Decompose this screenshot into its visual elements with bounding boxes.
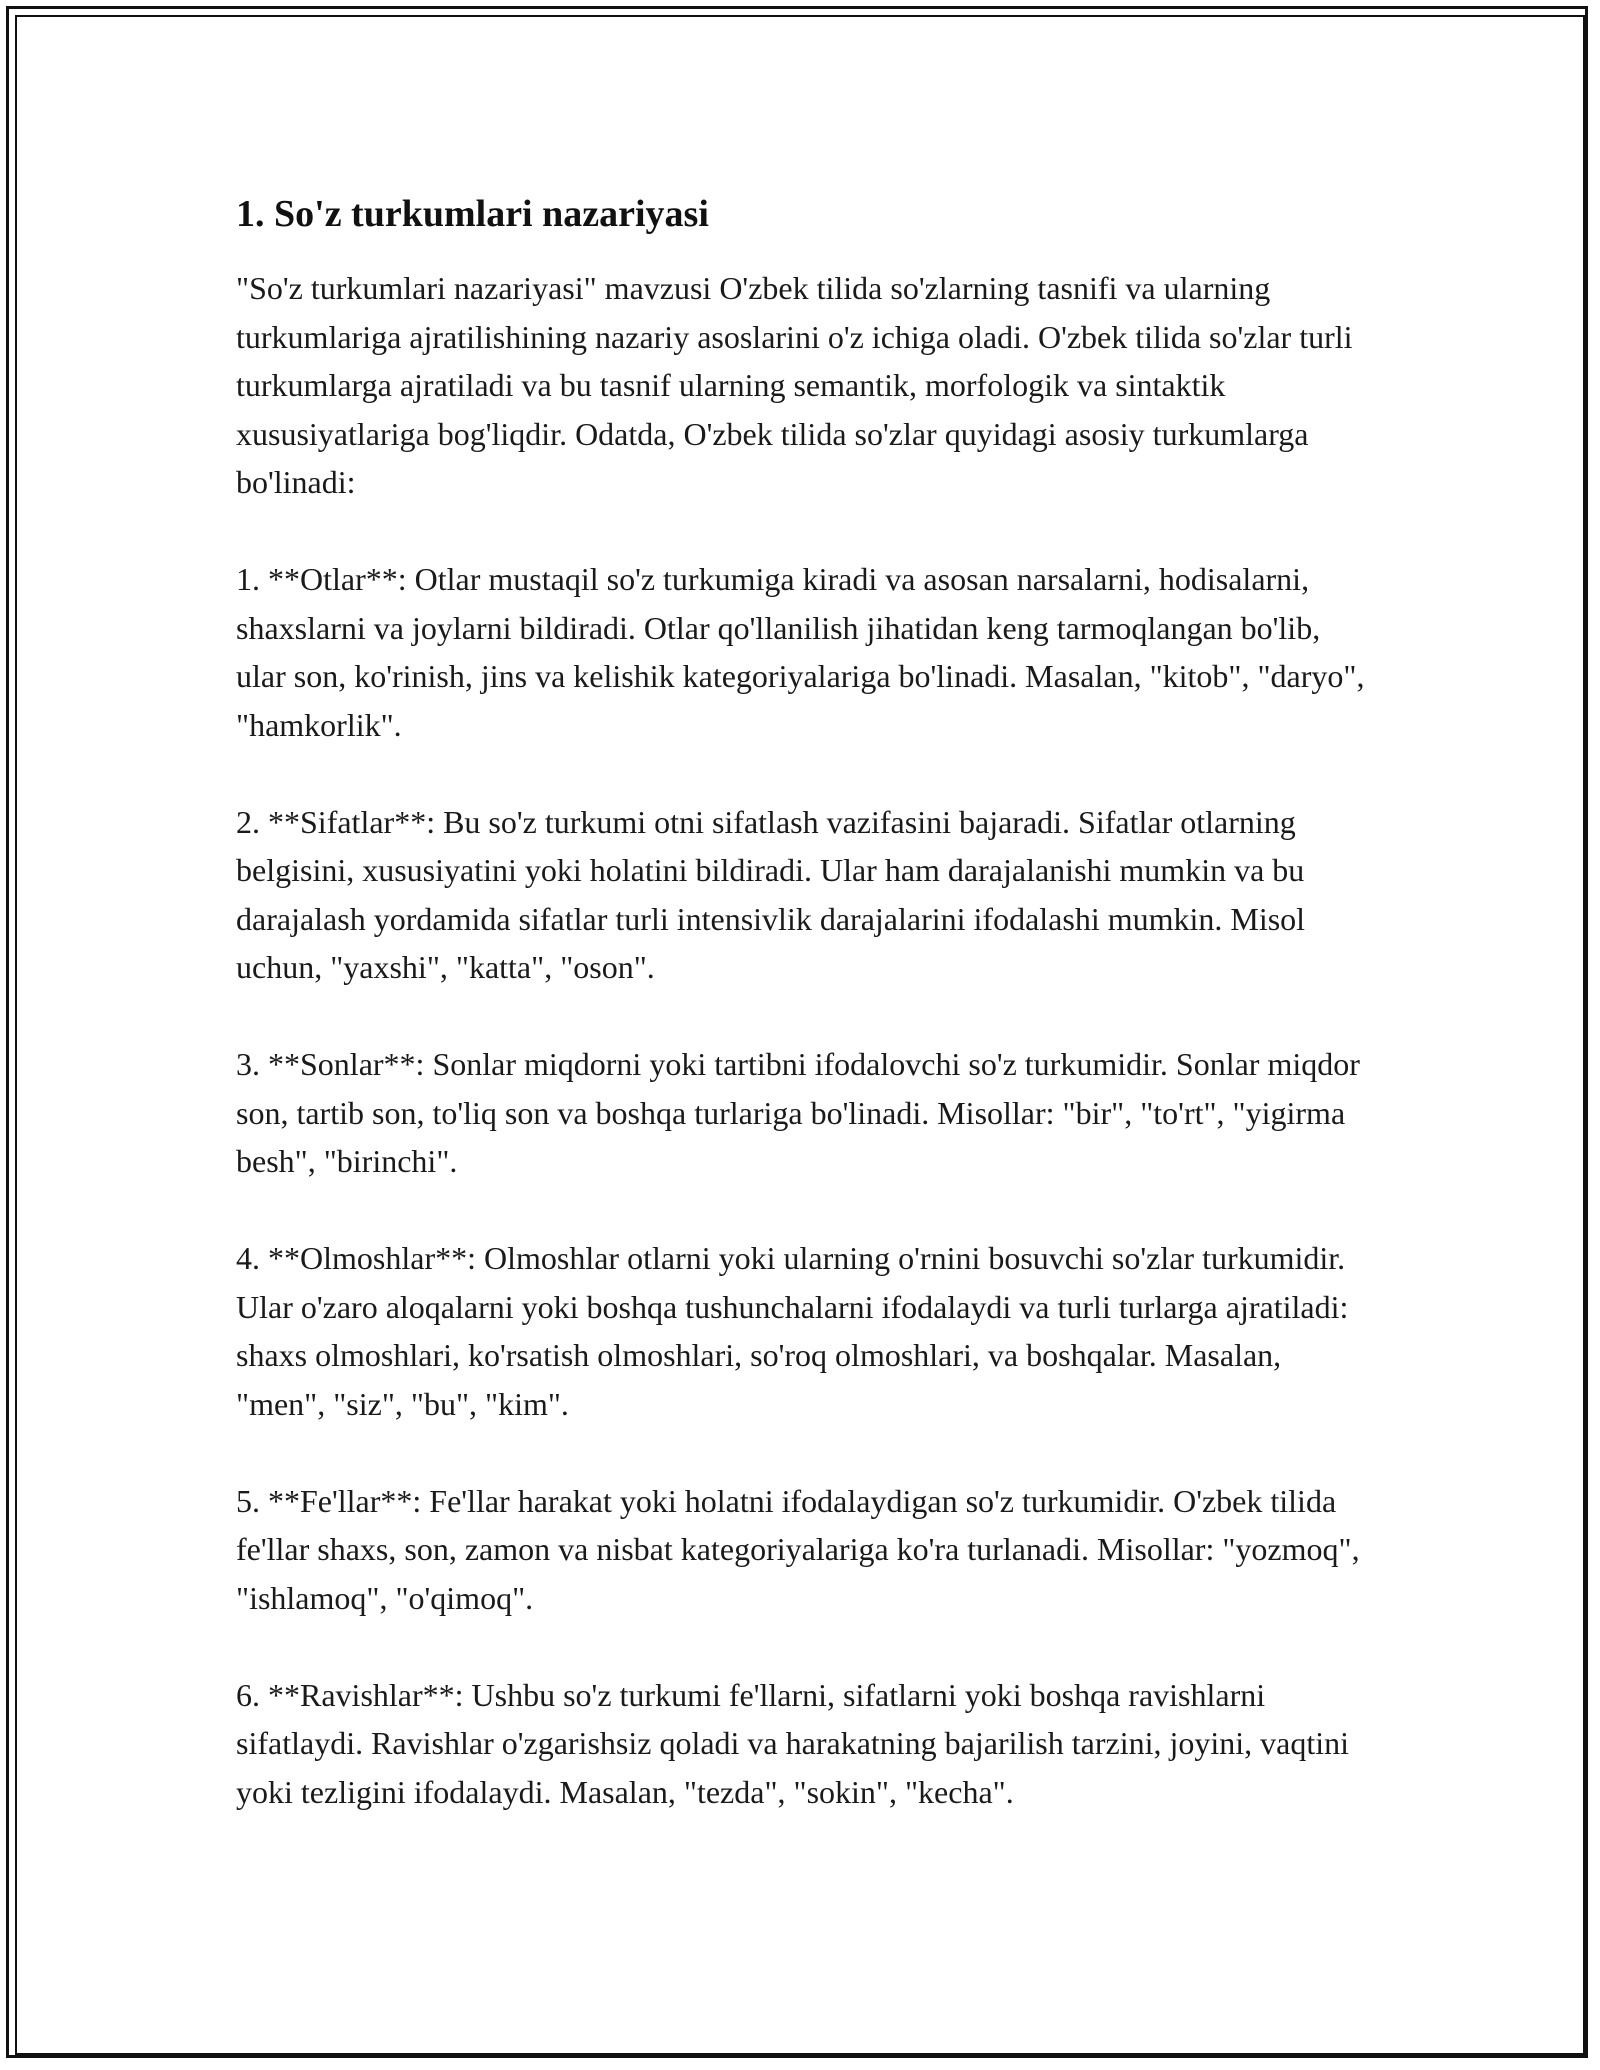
paragraph-otlar: 1. **Otlar**: Otlar mustaqil so'z turkumiga kiradi va asosan narsalarni, hodisalarni, shaxslarni va joylarni bildiradi. Otlar qo'llanilish jihatidan keng tarmoqlangan bo'lib, ular son, ko'rinish, jins va kelishik kategoriyalariga bo'linadi. Masalan, "kitob", "daryo", "hamkorlik". <box>236 561 1365 743</box>
intro-paragraph: "So'z turkumlari nazariyasi" mavzusi O'zbek tilida so'zlarning tasnifi va ularning turkumlariga ajratilishining nazariy asoslarini o'z ichiga oladi. O'zbek tilida so'zlar turli turkumlarga ajratiladi va bu tasnif ularning semantik, morfologik va sintaktik xususiyatlariga bog'liqdir. Odatda, O'zbek tilida so'zlar quyidagi asosiy turkumlarga bo'linadi: <box>236 270 1353 500</box>
paragraph-olmoshlar: 4. **Olmoshlar**: Olmoshlar otlarni yoki ularning o'rnini bosuvchi so'zlar turkumidir. Ular o'zaro aloqalarni yoki boshqa tushunchalarni ifodalaydi va turli turlarga ajratiladi: shaxs olmoshlari, ko'rsatish olmoshlari, so'roq olmoshlari, va boshqalar. Masalan, "men", "siz", "bu", "kim". <box>236 1240 1349 1422</box>
paragraph-fellar: 5. **Fe'llar**: Fe'llar harakat yoki holatni ifodalaydigan so'z turkumidir. O'zbek tilida fe'llar shaxs, son, zamon va nisbat kategoriyalariga ko'ra turlanadi. Misollar: "yozmoq", "ishlamoq", "o'qimoq". <box>236 1482 1360 1616</box>
paragraph-sonlar: 3. **Sonlar**: Sonlar miqdorni yoki tartibni ifodalovchi so'z turkumidir. Sonlar miqdor son, tartib son, to'liq son va boshqa turlariga bo'linadi. Misollar: "bir", "to'rt", "yigirma besh", "birinchi". <box>236 1046 1360 1179</box>
paragraph-sifatlar: 2. **Sifatlar**: Bu so'z turkumi otni sifatlash vazifasini bajaradi. Sifatlar otlarning belgisini, xususiyatini yoki holatini bildiradi. Ular ham darajalanishi mumkin va bu darajalash yordamida sifatlar turli intensivlik darajalarini ifodalashi mumkin. Misol uchun, "yaxshi", "katta", "oson". <box>236 803 1306 985</box>
document-body <box>236 190 1366 1865</box>
paragraph-ravishlar: 6. **Ravishlar**: Ushbu so'z turkumi fe'llarni, sifatlarni yoki boshqa ravishlarni sifatlaydi. Ravishlar o'zgarishsiz qoladi va harakatning bajarilish tarzini, joyini, vaqtini yoki tezligini ifodalaydi. Masalan, "tezda", "sokin", "kecha". <box>236 1676 1350 1810</box>
page-title: 1. So'z turkumlari nazariyasi <box>236 193 709 235</box>
